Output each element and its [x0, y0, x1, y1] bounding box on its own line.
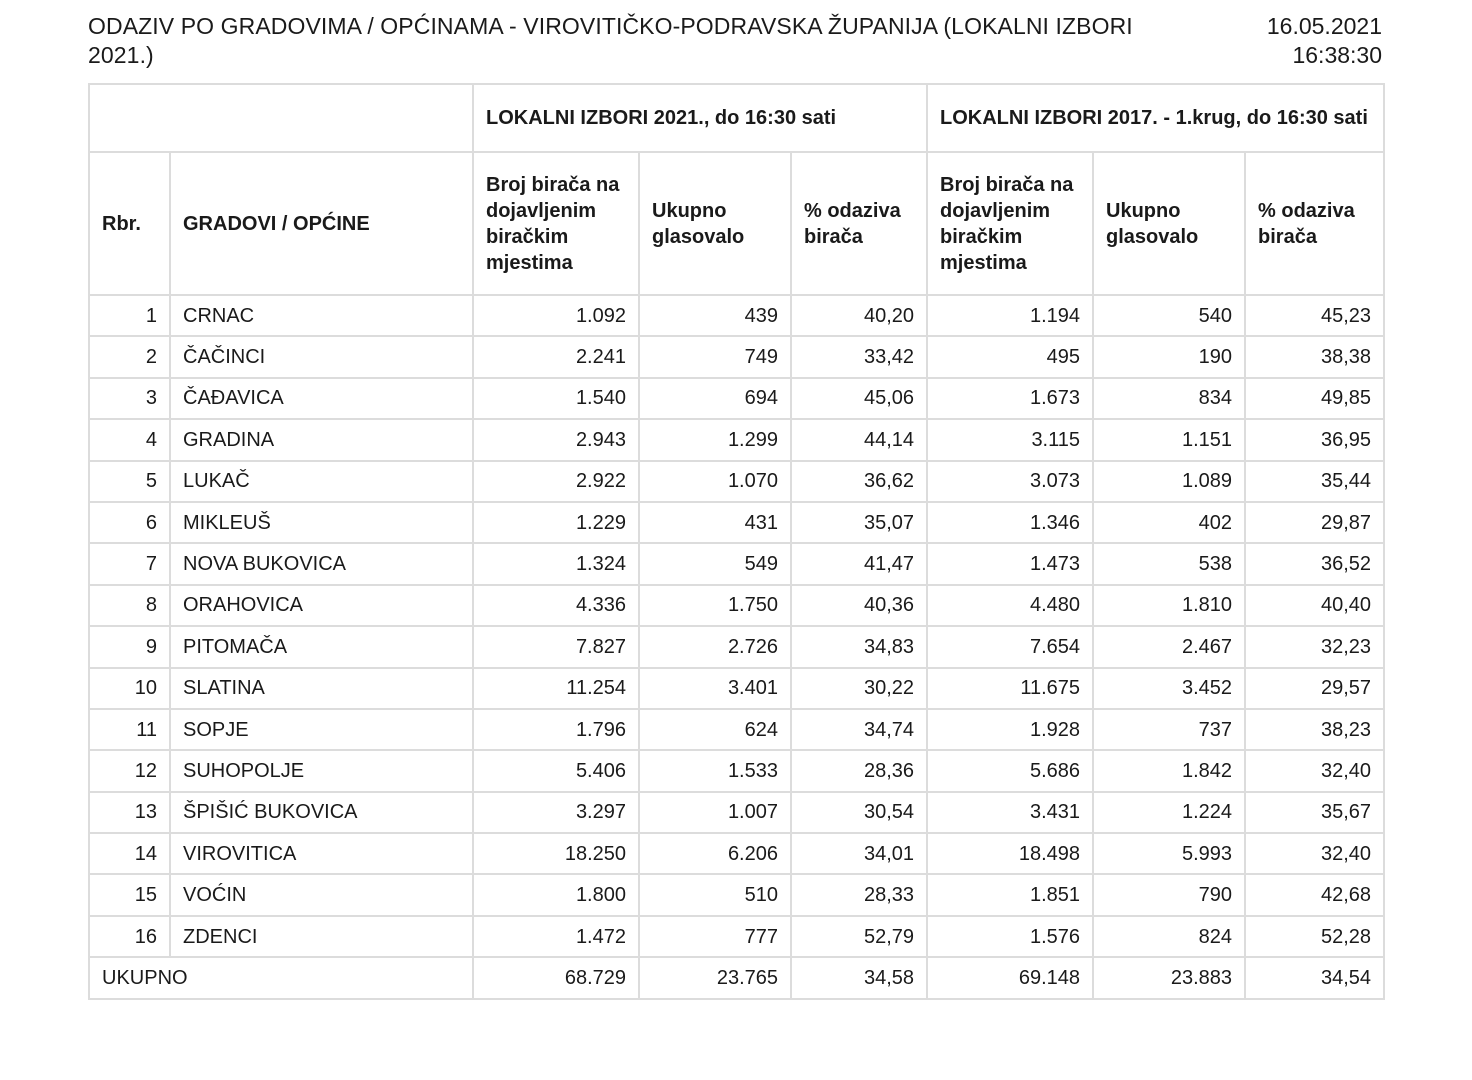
cell-name: VIROVITICA [170, 833, 473, 874]
cell-pct-2017: 49,85 [1245, 378, 1384, 419]
cell-voters-2021: 2.241 [473, 336, 639, 377]
table-row [89, 419, 1384, 460]
cell-voters-2021: 2.943 [473, 419, 639, 460]
cell-voted-2021: 777 [639, 916, 791, 957]
cell-voted-2021: 749 [639, 336, 791, 377]
cell-voted-2017: 190 [1093, 336, 1245, 377]
cell-rbr: 2 [89, 336, 170, 377]
table-row [89, 502, 1384, 543]
cell-pct-2021: 41,47 [791, 543, 927, 584]
group-header-row [89, 84, 1384, 152]
total-pct-2017: 34,54 [1245, 957, 1384, 998]
table-row [89, 336, 1384, 377]
cell-voters-2017: 7.654 [927, 626, 1093, 667]
cell-pct-2021: 52,79 [791, 916, 927, 957]
cell-voters-2017: 1.194 [927, 295, 1093, 336]
group-header-2017: LOKALNI IZBORI 2017. - 1.krug, do 16:30 sati [927, 84, 1384, 152]
cell-voted-2017: 737 [1093, 709, 1245, 750]
table-row [89, 833, 1384, 874]
table-row [89, 626, 1384, 667]
cell-voted-2017: 540 [1093, 295, 1245, 336]
col-header-pct-2017: % odaziva birača [1245, 152, 1384, 295]
cell-pct-2021: 44,14 [791, 419, 927, 460]
table-body [89, 295, 1384, 999]
group-header-empty [89, 84, 473, 152]
report-page [88, 12, 1384, 989]
cell-voted-2017: 3.452 [1093, 668, 1245, 709]
col-header-name: GRADOVI / OPĆINE [170, 152, 473, 295]
cell-rbr: 1 [89, 295, 170, 336]
report-date: 16.05.2021 [1266, 13, 1382, 39]
cell-name: SUHOPOLJE [170, 750, 473, 791]
cell-voted-2021: 3.401 [639, 668, 791, 709]
cell-pct-2017: 36,95 [1245, 419, 1384, 460]
table-row [89, 750, 1384, 791]
total-pct-2021: 34,58 [791, 957, 927, 998]
cell-voters-2021: 5.406 [473, 750, 639, 791]
cell-name: ZDENCI [170, 916, 473, 957]
cell-voted-2017: 834 [1093, 378, 1245, 419]
cell-rbr: 4 [89, 419, 170, 460]
cell-pct-2021: 28,33 [791, 874, 927, 915]
cell-name: ČAČINCI [170, 336, 473, 377]
cell-voters-2017: 5.686 [927, 750, 1093, 791]
cell-voted-2017: 1.089 [1093, 461, 1245, 502]
cell-pct-2021: 33,42 [791, 336, 927, 377]
cell-pct-2017: 52,28 [1245, 916, 1384, 957]
col-header-voters-2021: Broj birača na dojavljenim biračkim mjestima [473, 152, 639, 295]
table-row [89, 709, 1384, 750]
cell-pct-2017: 45,23 [1245, 295, 1384, 336]
group-header-2021: LOKALNI IZBORI 2021., do 16:30 sati [473, 84, 927, 152]
cell-voters-2021: 4.336 [473, 585, 639, 626]
cell-pct-2021: 34,01 [791, 833, 927, 874]
cell-pct-2017: 42,68 [1245, 874, 1384, 915]
cell-pct-2021: 36,62 [791, 461, 927, 502]
table-row [89, 916, 1384, 957]
col-header-voted-2021: Ukupno glasovalo [639, 152, 791, 295]
cell-rbr: 5 [89, 461, 170, 502]
cell-rbr: 6 [89, 502, 170, 543]
cell-voted-2021: 1.750 [639, 585, 791, 626]
cell-pct-2021: 30,54 [791, 792, 927, 833]
cell-voters-2017: 1.576 [927, 916, 1093, 957]
col-header-pct-2021: % odaziva birača [791, 152, 927, 295]
col-header-voters-2017: Broj birača na dojavljenim biračkim mjestima [927, 152, 1093, 295]
total-voters-2017: 69.148 [927, 957, 1093, 998]
cell-name: SLATINA [170, 668, 473, 709]
cell-voted-2021: 1.007 [639, 792, 791, 833]
cell-pct-2017: 40,40 [1245, 585, 1384, 626]
cell-name: NOVA BUKOVICA [170, 543, 473, 584]
cell-pct-2021: 40,20 [791, 295, 927, 336]
cell-name: ČAĐAVICA [170, 378, 473, 419]
report-time: 16:38:30 [1292, 42, 1382, 68]
cell-rbr: 7 [89, 543, 170, 584]
cell-name: GRADINA [170, 419, 473, 460]
cell-voters-2017: 495 [927, 336, 1093, 377]
cell-rbr: 11 [89, 709, 170, 750]
cell-pct-2017: 35,67 [1245, 792, 1384, 833]
cell-voters-2021: 1.229 [473, 502, 639, 543]
cell-pct-2021: 40,36 [791, 585, 927, 626]
cell-rbr: 13 [89, 792, 170, 833]
total-voted-2017: 23.883 [1093, 957, 1245, 998]
cell-pct-2021: 35,07 [791, 502, 927, 543]
table-row [89, 668, 1384, 709]
cell-pct-2017: 32,40 [1245, 750, 1384, 791]
cell-name: LUKAČ [170, 461, 473, 502]
cell-voted-2017: 538 [1093, 543, 1245, 584]
cell-rbr: 8 [89, 585, 170, 626]
cell-rbr: 15 [89, 874, 170, 915]
cell-name: PITOMAČA [170, 626, 473, 667]
total-label: UKUPNO [89, 957, 473, 998]
cell-voters-2021: 1.800 [473, 874, 639, 915]
cell-rbr: 12 [89, 750, 170, 791]
cell-pct-2017: 36,52 [1245, 543, 1384, 584]
cell-voters-2021: 11.254 [473, 668, 639, 709]
table-row [89, 585, 1384, 626]
cell-name: ŠPIŠIĆ BUKOVICA [170, 792, 473, 833]
cell-voters-2017: 3.073 [927, 461, 1093, 502]
cell-pct-2021: 34,83 [791, 626, 927, 667]
cell-voters-2017: 11.675 [927, 668, 1093, 709]
total-voted-2021: 23.765 [639, 957, 791, 998]
cell-voters-2021: 1.540 [473, 378, 639, 419]
cell-pct-2017: 29,87 [1245, 502, 1384, 543]
col-header-rbr: Rbr. [89, 152, 170, 295]
cell-name: SOPJE [170, 709, 473, 750]
cell-voted-2017: 790 [1093, 874, 1245, 915]
table-row [89, 295, 1384, 336]
cell-voted-2017: 1.224 [1093, 792, 1245, 833]
table-row [89, 543, 1384, 584]
cell-voters-2017: 1.928 [927, 709, 1093, 750]
cell-rbr: 16 [89, 916, 170, 957]
cell-voters-2021: 1.092 [473, 295, 639, 336]
cell-pct-2017: 38,38 [1245, 336, 1384, 377]
cell-voted-2021: 1.299 [639, 419, 791, 460]
table-row [89, 792, 1384, 833]
cell-voters-2017: 4.480 [927, 585, 1093, 626]
cell-pct-2021: 45,06 [791, 378, 927, 419]
total-voters-2021: 68.729 [473, 957, 639, 998]
cell-pct-2021: 30,22 [791, 668, 927, 709]
table-row [89, 874, 1384, 915]
cell-voters-2017: 3.431 [927, 792, 1093, 833]
cell-voted-2021: 694 [639, 378, 791, 419]
cell-voted-2017: 5.993 [1093, 833, 1245, 874]
cell-voted-2017: 2.467 [1093, 626, 1245, 667]
cell-name: CRNAC [170, 295, 473, 336]
cell-voters-2017: 3.115 [927, 419, 1093, 460]
table-row [89, 378, 1384, 419]
column-header-row [89, 152, 1384, 295]
cell-pct-2017: 32,40 [1245, 833, 1384, 874]
cell-pct-2017: 35,44 [1245, 461, 1384, 502]
cell-pct-2017: 38,23 [1245, 709, 1384, 750]
cell-voted-2017: 402 [1093, 502, 1245, 543]
cell-rbr: 9 [89, 626, 170, 667]
cell-voters-2021: 2.922 [473, 461, 639, 502]
cell-name: MIKLEUŠ [170, 502, 473, 543]
cell-name: ORAHOVICA [170, 585, 473, 626]
cell-pct-2017: 32,23 [1245, 626, 1384, 667]
report-header [88, 12, 1384, 80]
table-row [89, 461, 1384, 502]
cell-voted-2017: 1.151 [1093, 419, 1245, 460]
cell-voters-2021: 1.324 [473, 543, 639, 584]
cell-voters-2017: 1.673 [927, 378, 1093, 419]
cell-rbr: 3 [89, 378, 170, 419]
report-title: ODAZIV PO GRADOVIMA / OPĆINAMA - VIROVITIČKO-PODRAVSKA ŽUPANIJA (LOKALNI IZBORI 2021.) [88, 13, 1133, 68]
cell-voters-2017: 1.473 [927, 543, 1093, 584]
report-datetime [1267, 12, 1382, 70]
cell-voted-2021: 624 [639, 709, 791, 750]
cell-voted-2021: 1.070 [639, 461, 791, 502]
cell-voters-2021: 18.250 [473, 833, 639, 874]
cell-voters-2021: 1.796 [473, 709, 639, 750]
cell-voters-2021: 1.472 [473, 916, 639, 957]
cell-voted-2017: 1.842 [1093, 750, 1245, 791]
cell-voters-2021: 3.297 [473, 792, 639, 833]
cell-voted-2017: 1.810 [1093, 585, 1245, 626]
total-row [89, 957, 1384, 998]
cell-voted-2021: 439 [639, 295, 791, 336]
turnout-table [88, 83, 1385, 1000]
cell-pct-2021: 34,74 [791, 709, 927, 750]
cell-voters-2017: 1.851 [927, 874, 1093, 915]
cell-voted-2021: 6.206 [639, 833, 791, 874]
cell-voters-2017: 1.346 [927, 502, 1093, 543]
cell-voted-2021: 431 [639, 502, 791, 543]
cell-voted-2021: 1.533 [639, 750, 791, 791]
cell-pct-2021: 28,36 [791, 750, 927, 791]
cell-voted-2021: 2.726 [639, 626, 791, 667]
cell-rbr: 14 [89, 833, 170, 874]
cell-rbr: 10 [89, 668, 170, 709]
col-header-voted-2017: Ukupno glasovalo [1093, 152, 1245, 295]
cell-voted-2021: 510 [639, 874, 791, 915]
cell-voted-2021: 549 [639, 543, 791, 584]
cell-voters-2021: 7.827 [473, 626, 639, 667]
cell-name: VOĆIN [170, 874, 473, 915]
cell-voted-2017: 824 [1093, 916, 1245, 957]
cell-pct-2017: 29,57 [1245, 668, 1384, 709]
cell-voters-2017: 18.498 [927, 833, 1093, 874]
